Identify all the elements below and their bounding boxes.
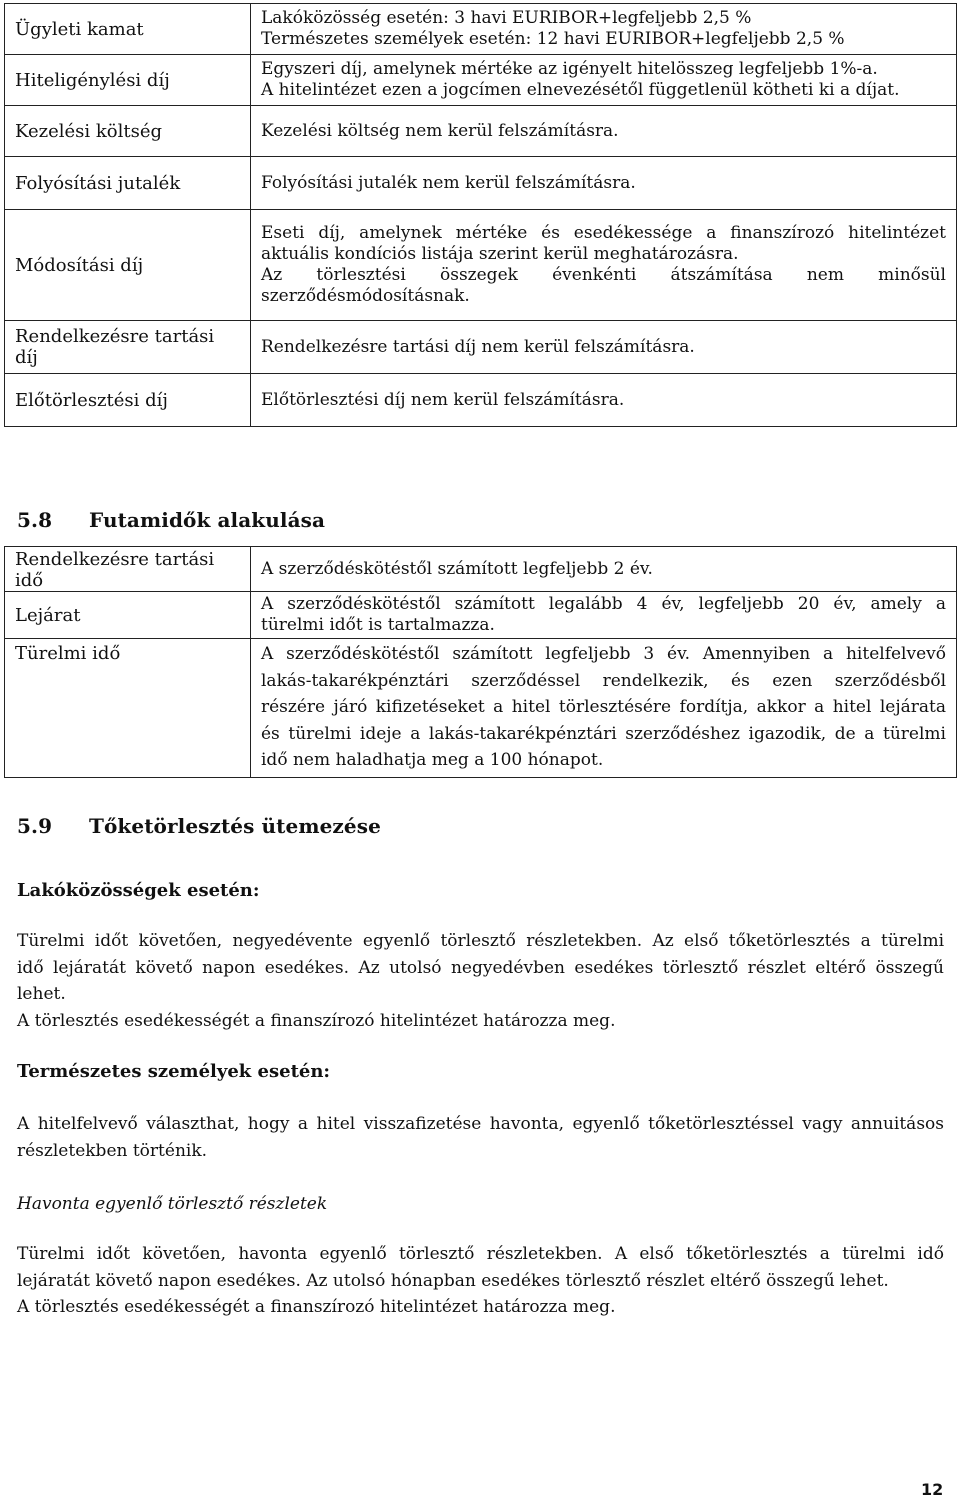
value-line: lakás-takarékpénztári szerződéssel rendelkezik, és ezen szerződésből xyxy=(261,670,946,691)
value-line: szerződésmódosításnak. xyxy=(261,286,470,306)
row-label: Kezelési költség xyxy=(5,106,251,157)
value-line: Egyszeri díj, amelynek mértéke az igényelt hitelösszeg legfeljebb 1%-a. xyxy=(261,59,878,79)
table-row xyxy=(5,592,957,639)
paragraph-termeszetes xyxy=(17,1111,944,1164)
section-heading-5-8 xyxy=(17,508,325,532)
value-line: Eseti díj, amelynek mértéke és esedékessége a finanszírozó hitelintézet xyxy=(261,223,946,243)
subheading-havonta: Havonta egyenlő törlesztő részletek xyxy=(17,1194,328,1214)
table-row xyxy=(5,210,957,321)
row-label: Türelmi idő xyxy=(5,639,251,778)
value-line: idő nem haladhatja meg a 100 hónapot. xyxy=(261,750,604,770)
row-value: Folyósítási jutalék nem kerül felszámításra. xyxy=(251,157,957,210)
section-number: 5.8 xyxy=(17,508,53,532)
subheading-termeszetes-szemelyek: Természetes személyek esetén: xyxy=(17,1061,331,1082)
value-line: részére járó kifizetéseket a hitel törlesztésére fordítja, akkor a hitel lejárata xyxy=(261,697,946,717)
table-row xyxy=(5,55,957,106)
row-label: Rendelkezésre tartási díj xyxy=(5,321,251,374)
value-line: Lakóközösség esetén: 3 havi EURIBOR+legfeljebb 2,5 % xyxy=(261,8,752,28)
paragraph-line: A törlesztés esedékességét a finanszírozó hitelintézet határozza meg. xyxy=(17,1010,616,1031)
paragraph-lakokozossegek xyxy=(17,928,944,1034)
value-line: és türelmi ideje a lakás-takarékpénztári szerződéshez igazodik, de a türelmi xyxy=(261,723,946,744)
value-line: Természetes személyek esetén: 12 havi EURIBOR+legfeljebb 2,5 % xyxy=(261,29,845,49)
value-line: aktuális kondíciós listája szerint kerül meghatározásra. xyxy=(261,244,739,264)
row-value: Előtörlesztési díj nem kerül felszámításra. xyxy=(251,374,957,427)
row-label: Módosítási díj xyxy=(5,210,251,321)
table-row xyxy=(5,547,957,592)
row-label: Rendelkezésre tartási idő xyxy=(5,547,251,592)
value-line: Az törlesztési összegek évenkénti átszámítása nem minősül xyxy=(261,265,946,285)
value-line: A hitelintézet ezen a jogcímen elnevezésétől függetlenül kötheti ki a díjat. xyxy=(261,80,900,100)
section-heading-5-9 xyxy=(17,814,381,838)
section-title: Tőketörlesztés ütemezése xyxy=(89,814,381,838)
paragraph-line: Türelmi időt követően, havonta egyenlő törlesztő részletekben. A első tőketörlesztés a türelmi idő xyxy=(17,1244,944,1264)
page-number: 12 xyxy=(921,1480,944,1499)
value-line: A szerződéskötéstől számított legfeljebb 3 év. Amennyiben a hitelfelvevő xyxy=(261,644,946,664)
section-title: Futamidők alakulása xyxy=(89,508,326,532)
table-row xyxy=(5,321,957,374)
subheading-lakokozossegek: Lakóközösségek esetén: xyxy=(17,880,260,901)
row-value: Rendelkezésre tartási díj nem kerül felszámításra. xyxy=(251,321,957,374)
paragraph-line: Türelmi időt követően, negyedévente egyenlő törlesztő részletekben. Az első tőketörlesztés a türelmi xyxy=(17,931,944,951)
paragraph-line: lehet. xyxy=(17,984,66,1004)
section-number: 5.9 xyxy=(17,814,53,838)
paragraph-line: részletekben történik. xyxy=(17,1140,208,1161)
row-value: A szerződéskötéstől számított legfeljebb 2 év. xyxy=(251,547,957,592)
row-value xyxy=(251,639,957,778)
terms-table xyxy=(4,546,957,778)
row-value xyxy=(251,210,957,321)
row-label: Hiteligénylési díj xyxy=(5,55,251,106)
table-row xyxy=(5,639,957,778)
row-label: Előtörlesztési díj xyxy=(5,374,251,427)
paragraph-havonta xyxy=(17,1241,944,1321)
table-row xyxy=(5,4,957,55)
row-value: Kezelési költség nem kerül felszámításra. xyxy=(251,106,957,157)
paragraph-line: idő lejáratát követő napon esedékes. Az utolsó negyedévben esedékes törlesztő részlet eltérő összegű xyxy=(17,957,944,978)
paragraph-line: A hitelfelvevő választhat, hogy a hitel visszafizetése havonta, egyenlő tőketörlesztéssel vagy annuitásos xyxy=(17,1114,944,1134)
paragraph-line: A törlesztés esedékességét a finanszírozó hitelintézet határozza meg. xyxy=(17,1297,616,1317)
value-line: A szerződéskötéstől számított legalább 4 év, legfeljebb 20 év, amely a xyxy=(261,594,946,614)
row-value xyxy=(251,55,957,106)
table-row xyxy=(5,374,957,427)
value-line: türelmi időt is tartalmazza. xyxy=(261,615,495,635)
fees-table xyxy=(4,3,957,427)
row-label: Folyósítási jutalék xyxy=(5,157,251,210)
table-row xyxy=(5,106,957,157)
row-value xyxy=(251,4,957,55)
row-value xyxy=(251,592,957,639)
table-row xyxy=(5,157,957,210)
row-label: Lejárat xyxy=(5,592,251,639)
row-label: Ügyleti kamat xyxy=(5,4,251,55)
paragraph-line: lejáratát követő napon esedékes. Az utolsó hónapban esedékes törlesztő részlet eltérő összegű lehet. xyxy=(17,1270,889,1291)
